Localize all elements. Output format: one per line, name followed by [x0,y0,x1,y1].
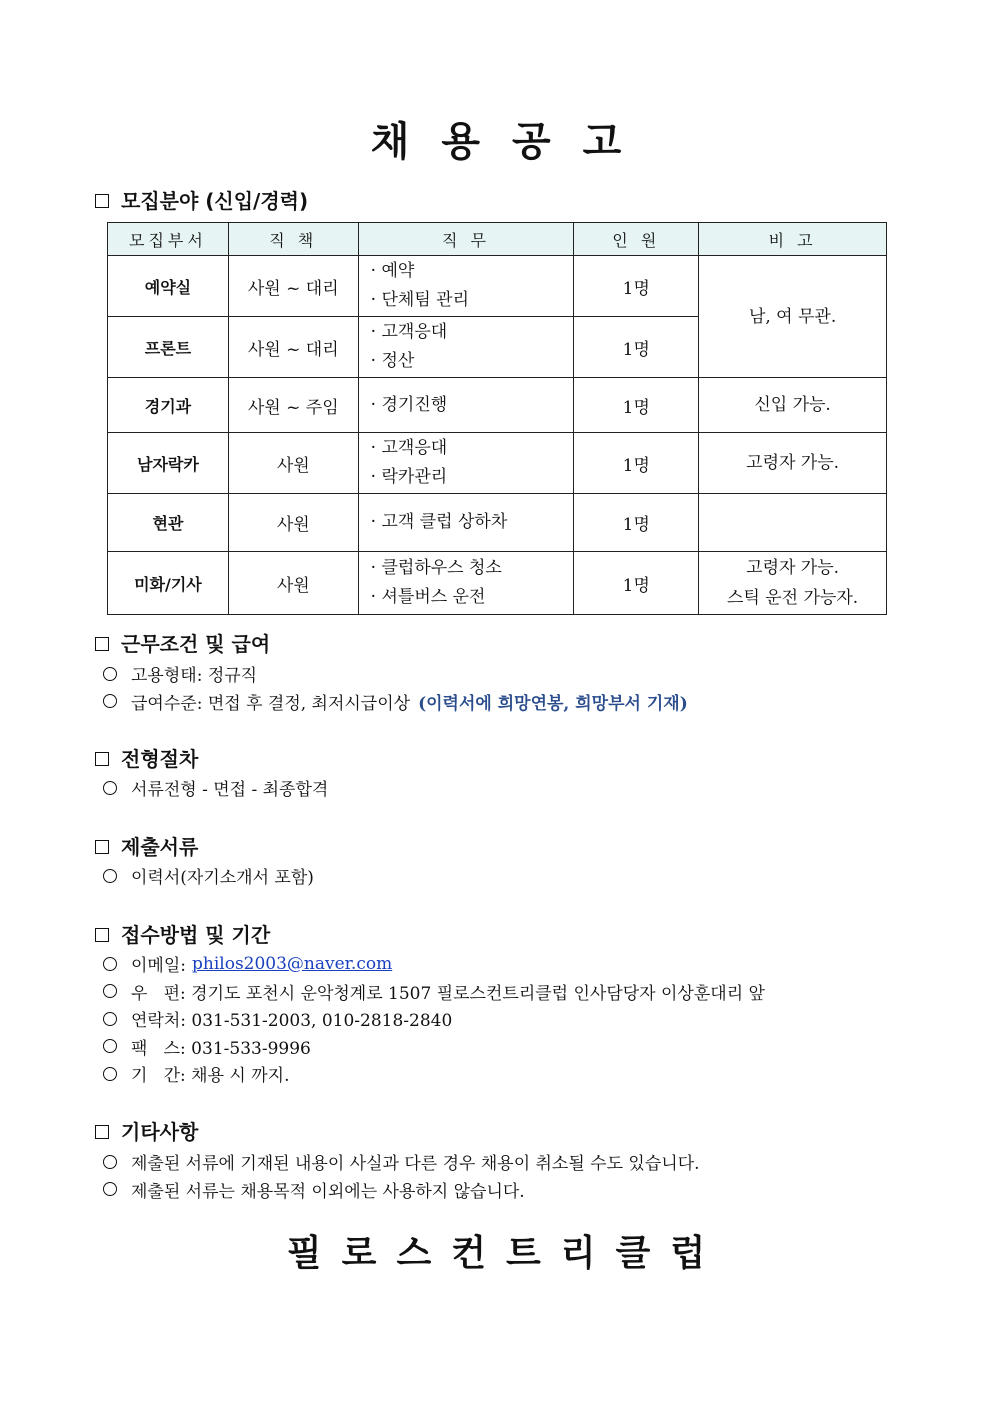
cell-position: 사원 ~ 주임 [228,378,358,433]
cell-note: 고령자 가능. [699,433,887,494]
circle-bullet-icon [103,1182,117,1196]
list-item [103,1060,765,1088]
cell-duty [358,552,574,615]
duty-line: · 정산 [370,351,415,371]
duty-line: · 고객 클럽 상하차 [370,512,508,532]
section-process-heading [95,746,198,772]
cell-count: 1명 [574,494,699,552]
cell-count: 1명 [574,256,699,317]
list-item [103,950,765,978]
cell-position: 사원 ~ 대리 [228,317,358,378]
col-header-duty: 직 무 [358,223,574,256]
cell-count: 1명 [574,317,699,378]
note-line: 고령자 가능. [746,558,840,578]
checkbox-icon [95,194,109,208]
email-label: 이메일: [131,956,186,977]
duty-line: · 고객응대 [370,322,448,342]
circle-bullet-icon [103,1039,117,1053]
cell-dept: 현관 [108,494,229,552]
col-header-count: 인 원 [574,223,699,256]
cell-count: 1명 [574,433,699,494]
list-item [103,1176,700,1204]
section-documents-title: 제출서류 [121,835,199,859]
table-row [108,494,887,552]
duty-line: · 셔틀버스 운전 [370,587,486,607]
cell-duty [358,494,574,552]
section-documents-heading [95,834,198,860]
table-header-row [108,223,887,256]
table-row [108,256,887,317]
section-apply-heading [95,922,270,948]
col-header-note: 비 고 [699,223,887,256]
list-item [103,660,688,688]
cell-note: 신입 가능. [699,378,887,433]
recruit-table [107,222,887,615]
duty-line: · 고객응대 [370,438,448,458]
list-item [103,774,328,802]
circle-bullet-icon [103,1012,117,1026]
circle-bullet-icon [103,667,117,681]
checkbox-icon [95,928,109,942]
circle-bullet-icon [103,1067,117,1081]
section-recruit-heading [95,188,308,214]
list-item [103,1033,765,1061]
section-conditions-heading [95,631,270,657]
checkbox-icon [95,840,109,854]
cell-dept: 프론트 [108,317,229,378]
checkbox-icon [95,752,109,766]
cell-dept: 경기과 [108,378,229,433]
circle-bullet-icon [103,869,117,883]
section-other-heading [95,1119,198,1145]
process-steps: 서류전형 - 면접 - 최종합격 [131,780,329,801]
conditions-list [103,660,688,715]
table-row [108,378,887,433]
cell-dept: 남자락카 [108,433,229,494]
list-item [103,1005,765,1033]
section-apply-title: 접수방법 및 기간 [121,923,271,947]
duty-line: · 클럽하우스 청소 [370,558,502,578]
circle-bullet-icon [103,781,117,795]
circle-bullet-icon [103,1155,117,1169]
cell-position: 사원 [228,494,358,552]
process-list [103,774,328,802]
list-item [103,978,765,1006]
company-name: 필로스컨트리클럽 [286,1233,726,1274]
duty-line: · 예약 [370,261,415,281]
fax-number: 팩 스: 031-533-9996 [131,1038,311,1059]
section-other-title: 기타사항 [121,1120,199,1144]
circle-bullet-icon [103,957,117,971]
application-period: 기 간: 채용 시 까지. [131,1066,290,1087]
cell-note [699,552,887,615]
salary-level: 급여수준: 면접 후 결정, 최저시급이상 [131,693,411,714]
cell-count: 1명 [574,378,699,433]
col-header-position: 직 책 [228,223,358,256]
checkbox-icon [95,637,109,651]
duty-line: · 경기진행 [370,394,448,415]
cell-duty [358,256,574,317]
document-item: 이력서(자기소개서 포함) [131,868,314,889]
cell-note [699,494,887,552]
section-conditions-title: 근무조건 및 급여 [121,632,271,656]
table-row [108,433,887,494]
contact-numbers: 연락처: 031-531-2003, 010-2818-2840 [131,1011,453,1032]
cell-note: 남, 여 무관. [699,256,887,378]
mail-address: 우 편: 경기도 포천시 운악청계로 1507 필로스컨트리클럽 인사담당자 이상훈대리 앞 [131,983,765,1004]
email-link[interactable]: philos2003@naver.com [192,953,393,974]
other-note: 제출된 서류에 기재된 내용이 사실과 다른 경우 채용이 취소될 수도 있습니다. [131,1154,700,1175]
section-process-title: 전형절차 [121,747,199,771]
list-item [103,688,688,716]
note-line: 스틱 운전 가능자. [727,588,859,608]
cell-dept: 예약실 [108,256,229,317]
salary-note: (이력서에 희망연봉, 희망부서 기재) [418,693,688,714]
cell-position: 사원 ~ 대리 [228,256,358,317]
circle-bullet-icon [103,694,117,708]
duty-line: · 단체팀 관리 [370,290,469,310]
employment-type: 고용형태: 정규직 [131,666,258,687]
other-note: 제출된 서류는 채용목적 이외에는 사용하지 않습니다. [131,1181,525,1202]
list-item [103,1148,700,1176]
section-recruit-title: 모집분야 (신입/경력) [121,189,309,213]
cell-position: 사원 [228,552,358,615]
checkbox-icon [95,1125,109,1139]
cell-duty [358,378,574,433]
table-row [108,552,887,615]
cell-count: 1명 [574,552,699,615]
cell-duty [358,317,574,378]
list-item [103,862,314,890]
cell-dept: 미화/기사 [108,552,229,615]
duty-line: · 락카관리 [370,467,448,487]
other-list [103,1148,700,1203]
circle-bullet-icon [103,984,117,998]
apply-list [103,950,765,1088]
page-title: 채용공고 [370,119,654,165]
documents-list [103,862,314,890]
cell-duty [358,433,574,494]
col-header-dept: 모집부서 [108,223,229,256]
cell-position: 사원 [228,433,358,494]
